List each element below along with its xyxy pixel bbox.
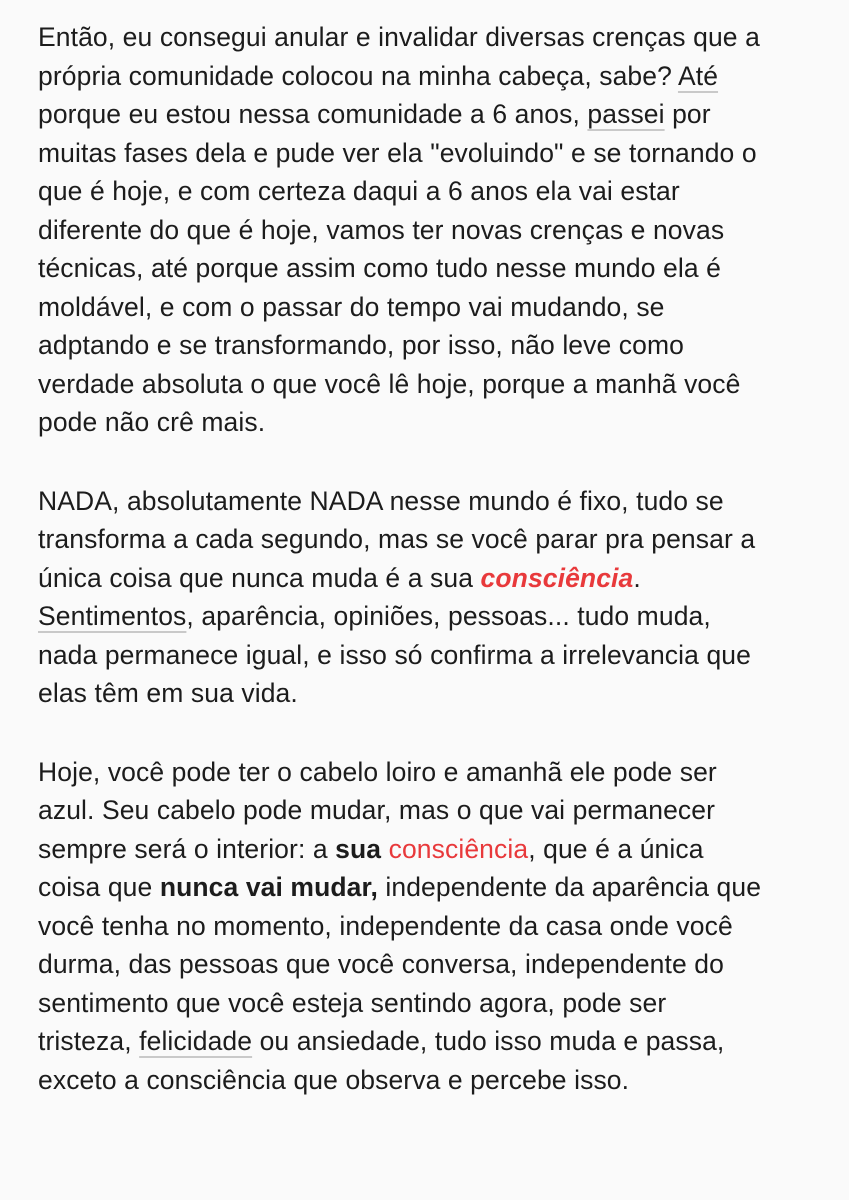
text-line (38, 1022, 809, 1061)
text-segment: , que é a única (528, 833, 704, 864)
text-line: técnicas, até porque assim como tudo nesse mundo ela é (38, 253, 722, 283)
paragraph-2 (38, 482, 809, 713)
text-line: Então, eu consegui anular e invalidar diversas crenças que a (38, 22, 760, 52)
underlined-word[interactable]: Até (677, 60, 719, 91)
text-line: azul. Seu cabelo pode mudar, mas o que vai permanecer (38, 795, 716, 825)
text-line (38, 868, 809, 907)
paragraph-1 (38, 18, 809, 442)
text-segment: única coisa que nunca muda é a sua (38, 562, 481, 593)
text-segment: , aparência, opiniões, pessoas... tudo muda, (186, 601, 711, 631)
bold-phrase: nunca vai mudar, (159, 872, 378, 902)
text-segment: . (633, 562, 641, 593)
text-line: pode não crê mais. (38, 407, 266, 437)
text-segment: sempre será o interior: a (38, 833, 336, 864)
underlined-word[interactable]: Sentimentos (38, 601, 187, 631)
text-line: verdade absoluta o que você lê hoje, porque a manhã você (38, 368, 741, 399)
text-line: exceto a consciência que observa e percebe isso. (38, 1064, 630, 1095)
highlighted-word: consciência (388, 833, 529, 864)
paragraph-3 (38, 753, 809, 1100)
text-line: diferente do que é hoje, vamos ter novas crenças e novas (38, 214, 725, 245)
text-line: que é hoje, e com certeza daqui a 6 anos ela vai estar (38, 176, 680, 206)
text-line: Hoje, você pode ter o cabelo loiro e amanhã ele pode ser (38, 756, 717, 787)
text-segment: independente da aparência que (377, 872, 762, 902)
text-segment: ou ansiedade, tudo isso muda e passa, (252, 1026, 725, 1056)
text-line: transforma a cada segundo, mas se você parar pra pensar a (38, 524, 756, 554)
bold-word: sua (335, 833, 382, 864)
text-line: você tenha no momento, independente da casa onde você (38, 910, 733, 941)
text-segment (381, 834, 388, 864)
text-line: durma, das pessoas que você conversa, independente do (38, 949, 724, 979)
text-line: sentimento que você esteja sentindo agora, pode ser (38, 987, 667, 1018)
highlighted-word: consciência (480, 562, 634, 593)
text-line (38, 830, 809, 869)
text-segment: porque eu estou nessa comunidade a 6 anos, (38, 99, 588, 129)
text-line (38, 57, 809, 96)
text-segment: própria comunidade colocou na minha cabeça, sabe? (38, 60, 678, 91)
text-segment: tristeza, (38, 1026, 140, 1056)
text-line: moldável, e com o passar do tempo vai mudando, se (38, 291, 665, 322)
text-line: adptando e se transformando, por isso, não leve como (38, 330, 685, 360)
text-line: muitas fases dela e pude ver ela "evoluindo" e se tornando o (38, 137, 757, 168)
text-line (38, 95, 809, 134)
text-line (38, 597, 809, 636)
text-segment: coisa que (38, 872, 160, 902)
underlined-word[interactable]: passei (587, 99, 665, 129)
text-line: nada permanece igual, e isso só confirma a irrelevancia que (38, 639, 751, 670)
text-line: NADA, absolutamente NADA nesse mundo é fixo, tudo se (38, 485, 724, 516)
text-segment: por (664, 99, 711, 129)
underlined-word[interactable]: felicidade (139, 1026, 253, 1056)
text-line: elas têm em sua vida. (38, 678, 298, 708)
text-line (38, 559, 809, 598)
